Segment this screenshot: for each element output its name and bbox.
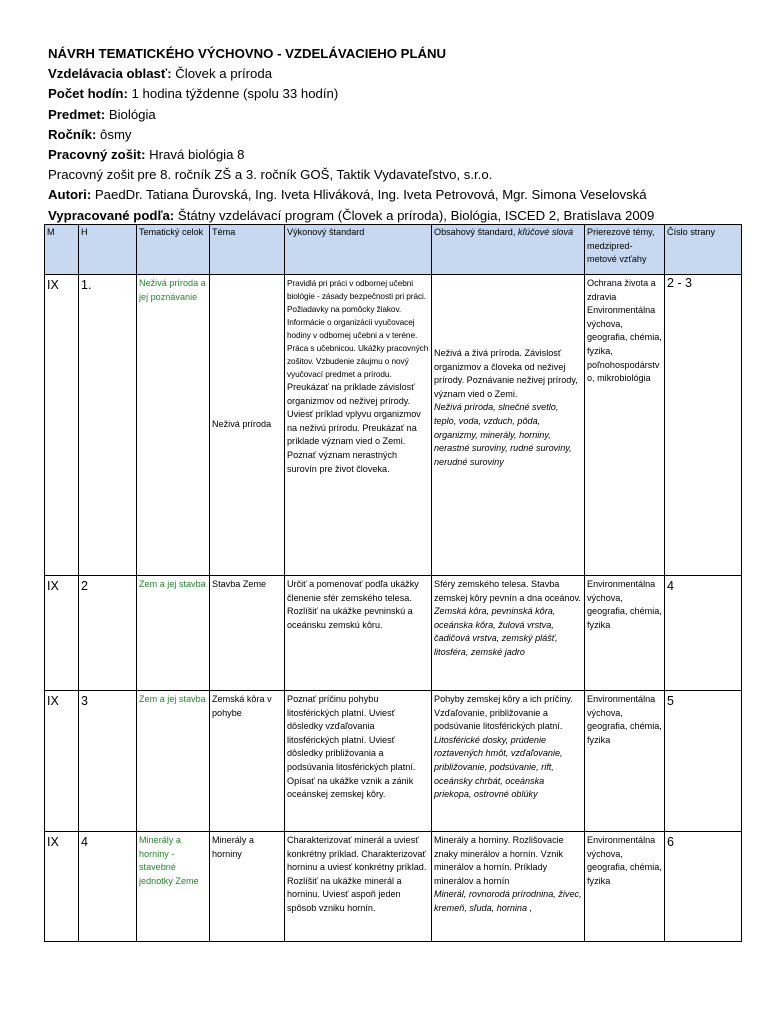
- oblast-label: Vzdelávacia oblasť:: [48, 66, 172, 82]
- cell-celok: Zem a jej stavba: [137, 691, 210, 832]
- predmet-value: Biológia: [105, 106, 156, 122]
- oblast-value: Človek a príroda: [171, 66, 273, 82]
- cell-obsahovy-text: Minerály a horniny. Rozlišovacie znaky minerálov a hornín. Vznik minerálov a hornín. Príklady minerálov a hornín: [434, 835, 564, 886]
- oblast-line: [48, 64, 748, 84]
- podla-line: [48, 206, 748, 226]
- cell-m: IX: [45, 576, 79, 691]
- cell-strana: 2 - 3: [665, 275, 742, 576]
- table-row: [45, 691, 742, 832]
- cell-strana: 5: [665, 691, 742, 832]
- zosit-detail-line: Pracovný zošit pre 8. ročník ZŠ a 3. ročník GOŠ, Taktik Vydavateľstvo, s.r.o.: [48, 167, 493, 183]
- col-header-prierezove: Prierezové témy, medzipred-metové vzťahy: [585, 225, 665, 275]
- zosit-line: [48, 145, 748, 165]
- cell-obsahovy: [432, 832, 585, 942]
- cell-tema: Zemská kôra v pohybe: [210, 691, 285, 832]
- rocnik-line: [48, 125, 748, 145]
- cell-prierezove: Environmentálna výchova, geografia, chémia, fyzika: [585, 832, 665, 942]
- podla-value: Štátny vzdelávací program (Človek a príroda), Biológia, ISCED 2, Bratislava 2009: [174, 207, 655, 223]
- document-title: NÁVRH TEMATICKÉHO VÝCHOVNO - VZDELÁVACIEHO PLÁNU: [48, 46, 447, 61]
- cell-strana: 6: [665, 832, 742, 942]
- cell-vykonovy: Určiť a pomenovať podľa ukážky členenie sfér zemského telesa. Rozlíšiť na ukážke pevninskú a oceánsku zemskú kôru.: [285, 576, 432, 691]
- cell-prierezove: Environmentálna výchova, geografia, chémia, fyzika: [585, 576, 665, 691]
- cell-strana: 4: [665, 576, 742, 691]
- autori-label: Autori:: [48, 187, 92, 203]
- col-header-m: M: [45, 225, 79, 275]
- col-header-tema: Téma: [210, 225, 285, 275]
- hodiny-line: [48, 84, 748, 104]
- cell-m: IX: [45, 275, 79, 576]
- podla-label: Vypracované podľa:: [48, 207, 175, 223]
- cell-obsahovy-text: Pohyby zemskej kôry a ich príčiny. Vzďaľovanie, približovanie a podsúvanie litosférických platní.: [434, 694, 573, 732]
- predmet-label: Predmet:: [48, 106, 106, 122]
- cell-obsahovy-keywords: Zemská kôra, pevninská kôra, oceánska kôra, žulová vrstva, čadičová vrstva, zemský plášť, litosféra, zemské jadro: [434, 606, 558, 657]
- col-header-strana: Číslo strany: [665, 225, 742, 275]
- autori-line: [48, 185, 748, 205]
- autori-value: PaedDr. Tatiana Ďurovská, Ing. Iveta Hliváková, Ing. Iveta Petrovová, Mgr. Simona Veselovská: [91, 187, 647, 203]
- document-header: [48, 44, 748, 226]
- cell-obsahovy: [432, 275, 585, 576]
- col-header-celok: Tematický celok: [137, 225, 210, 275]
- cell-h: 3: [79, 691, 137, 832]
- cell-celok: Zem a jej stavba: [137, 576, 210, 691]
- col-header-obsahovy-italic: kľúčové slová: [517, 227, 574, 237]
- cell-obsahovy-text: Sféry zemského telesa. Stavba zemskej kôry pevnín a dna oceánov.: [434, 579, 581, 603]
- cell-tema: Minerály a horniny: [210, 832, 285, 942]
- cell-tema: Neživá príroda: [210, 275, 285, 576]
- cell-vykonovy: [285, 275, 432, 576]
- cell-tema: Stavba Zeme: [210, 576, 285, 691]
- cell-celok: Minerály a horniny - stavebné jednotky Zeme: [137, 832, 210, 942]
- hodiny-value: 1 hodina týždenne (spolu 33 hodín): [127, 86, 339, 102]
- cell-m: IX: [45, 832, 79, 942]
- cell-vykonovy: Poznať príčinu pohybu litosférických platní. Uviesť dôsledky vzďaľovania litosférických platní. Uviesť dôsledky približovania a podsúvania litosférických platní. Opísať na ukážke vznik a zánik oceánskej zemskej kôry.: [285, 691, 432, 832]
- col-header-h: H: [79, 225, 137, 275]
- cell-h: 2: [79, 576, 137, 691]
- cell-h: 1.: [79, 275, 137, 576]
- cell-h: 4: [79, 832, 137, 942]
- cell-obsahovy: [432, 691, 585, 832]
- cell-obsahovy-keywords: Neživá príroda, slnečné svetlo, teplo, voda, vzduch, pôda, organizmy, minerály, horniny, nerastné suroviny, rudné suroviny, nerudné suroviny: [434, 402, 572, 467]
- cell-vykonovy-text: Preukázať na príklade závislosť organizmov od neživej prírody. Uviesť príklad vplyvu organizmov na neživú prírodu. Preukázať na príklade význam vied o Zemi. Poznať význam nerastných surovín pre život človeka.: [287, 382, 421, 474]
- plan-table: [44, 224, 742, 942]
- cell-obsahovy-keywords: Minerál, rovnorodá prírodnina, živec, kremeň, sľuda, hornina ,: [434, 889, 582, 913]
- zosit-label: Pracovný zošit:: [48, 147, 146, 163]
- cell-obsahovy-text: Neživá a živá príroda. Závislosť organizmov a človeka od neživej prírody. Poznávanie neživej prírody, význam vied o Zemi.: [434, 348, 578, 399]
- col-header-vykonovy: Výkonový štandard: [285, 225, 432, 275]
- cell-celok: Neživá príroda a jej poznávanie: [137, 275, 210, 576]
- col-header-obsahovy: [432, 225, 585, 275]
- rocnik-label: Ročník:: [48, 126, 97, 142]
- hodiny-label: Počet hodín:: [48, 86, 128, 102]
- cell-obsahovy-keywords: Litosférické dosky, prúdenie roztavených hmôt, vzďaľovanie, približovanie, podsúvanie, rift, oceánsky chrbát, oceánska priekopa, ostrovné oblúky: [434, 734, 563, 800]
- cell-prierezove: Ochrana života a zdravia Environmentálna výchova, geografia, chémia, fyzika, poľnohospodárstvo, mikrobiológia: [585, 275, 665, 576]
- table-row: [45, 576, 742, 691]
- cell-prierezove: Environmentálna výchova, geografia, chémia, fyzika: [585, 691, 665, 832]
- col-header-obsahovy-text: Obsahový štandard,: [434, 227, 518, 237]
- cell-obsahovy: [432, 576, 585, 691]
- predmet-line: [48, 105, 748, 125]
- rocnik-value: ôsmy: [96, 126, 132, 142]
- cell-m: IX: [45, 691, 79, 832]
- table-row: [45, 275, 742, 576]
- cell-vykonovy: Charakterizovať minerál a uviesť konkrétny príklad. Charakterizovať horninu a uviesť konkrétny príklad. Rozlíšiť na ukážke minerál a horninu. Uviesť aspoň jeden spôsob vzniku hornín.: [285, 832, 432, 942]
- cell-vykonovy-intro: Pravidlá pri práci v odbornej učebni biológie - zásady bezpečnosti pri práci. Požiadavky na pomôcky žiakov. Informácie o organizácii vyučovacej hodiny v odbornej učebni a v teréne. Práca s učebnicou. Ukážky pracovných zošitov. Vzbudenie záujmu o nový vyučovací predmet a prírodu.: [287, 278, 429, 379]
- table-row: [45, 832, 742, 942]
- table-header-row: [45, 225, 742, 275]
- zosit-value: Hravá biológia 8: [145, 147, 245, 163]
